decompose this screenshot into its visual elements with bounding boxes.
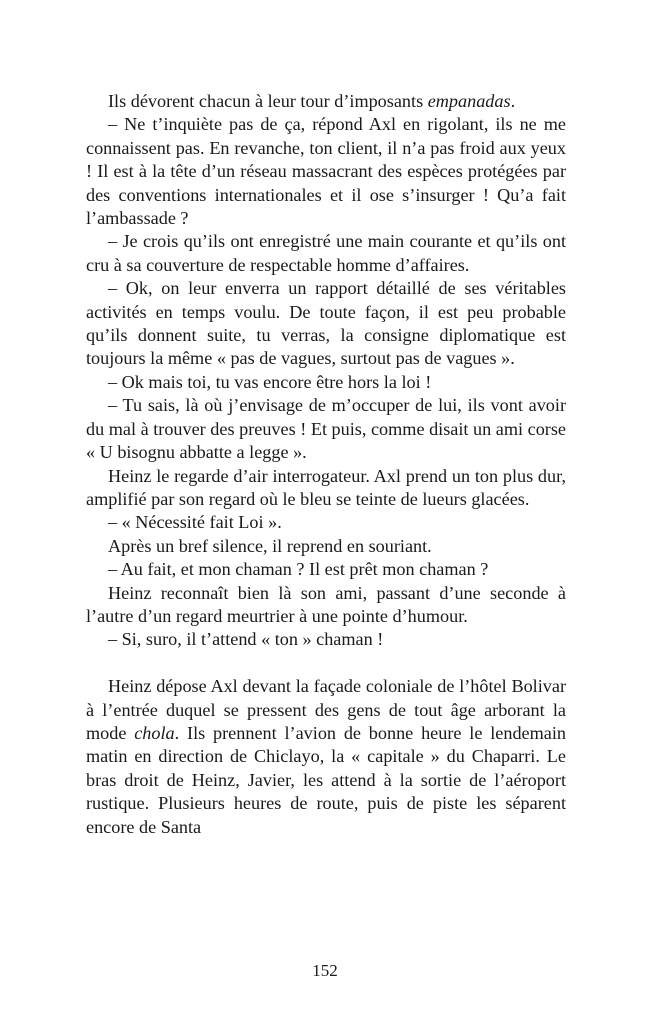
text-run: – « Nécessité fait Loi ». <box>108 512 282 533</box>
paragraph <box>86 394 566 464</box>
text-run: – Ne t’inquiète pas de ça, répond Axl en rigolant, ils ne me connaissent pas. En revanche, ton client, il n’a pas froid aux yeux ! Il est à la tête d’un réseau massacrant des espèces protégées par des conventions internationales et il ose s’insurger ! Qu’a fait l’ambassade ? <box>86 114 566 229</box>
text-run: . <box>510 91 516 111</box>
paragraph <box>86 371 566 394</box>
text-run: – Je crois qu’ils ont enregistré une main courante et qu’ils ont cru à sa couverture de respectable homme d’affaires. <box>86 231 566 275</box>
paragraph <box>86 535 566 558</box>
section-break <box>86 652 566 675</box>
text-run: Heinz reconnaît bien là son ami, passant d’une seconde à l’autre d’un regard meurtrier à une pointe d’humour. <box>86 582 566 626</box>
text-run: . Ils prennent l’avion de bonne heure le lendemain matin en direction de Chiclayo, la « capitale » du Chaparri. Le bras droit de Heinz, Javier, les attend à la sortie de l’aéroport rustique. Plusieurs heures de route, puis de piste les séparent encore de Santa <box>86 722 566 837</box>
text-run: Heinz le regarde d’air interrogateur. Axl prend un ton plus dur, amplifié par son regard où le bleu se teinte de lueurs glacées. <box>86 465 566 509</box>
paragraph <box>86 558 566 581</box>
section-dialogue <box>86 90 566 652</box>
paragraph <box>86 628 566 651</box>
italic-term: chola <box>134 722 175 743</box>
paragraph <box>86 90 566 113</box>
text-run: Heinz dépose Axl devant la façade coloniale de l’hôtel Bolivar à l’entrée duquel se pressent des gens de tout âge arborant la mode <box>86 676 566 743</box>
text-run: – Ok mais toi, tu vas encore être hors la loi ! <box>108 371 432 392</box>
paragraph <box>86 113 566 230</box>
text-run: Ils dévorent chacun à leur tour d’imposants <box>108 91 428 111</box>
paragraph <box>86 582 566 629</box>
paragraph <box>86 465 566 512</box>
page-number: 152 <box>312 961 338 980</box>
paragraph <box>86 230 566 277</box>
text-run: – Tu sais, là où j’envisage de m’occuper de lui, ils vont avoir du mal à trouver des preuves ! Et puis, comme disait un ami corse « U bisognu abbatte a legge ». <box>86 395 566 463</box>
section-narration <box>86 675 566 839</box>
text-run: Après un bref silence, il reprend en souriant. <box>108 535 432 556</box>
paragraph <box>86 675 566 839</box>
paragraph <box>86 277 566 371</box>
text-run: – Si, suro, il t’attend « ton » chaman ! <box>108 629 384 650</box>
text-run: – Au fait, et mon chaman ? Il est prêt mon chaman ? <box>108 559 489 580</box>
page-text <box>86 90 566 839</box>
paragraph <box>86 511 566 534</box>
text-run: – Ok, on leur enverra un rapport détaillé de ses véritables activités en temps voulu. De toute façon, il est peu probable qu’ils donnent suite, tu verras, la consigne diplomatique est toujours la même « pas de vagues, surtout pas de vagues ». <box>86 278 566 369</box>
italic-term: empanadas <box>427 91 511 111</box>
